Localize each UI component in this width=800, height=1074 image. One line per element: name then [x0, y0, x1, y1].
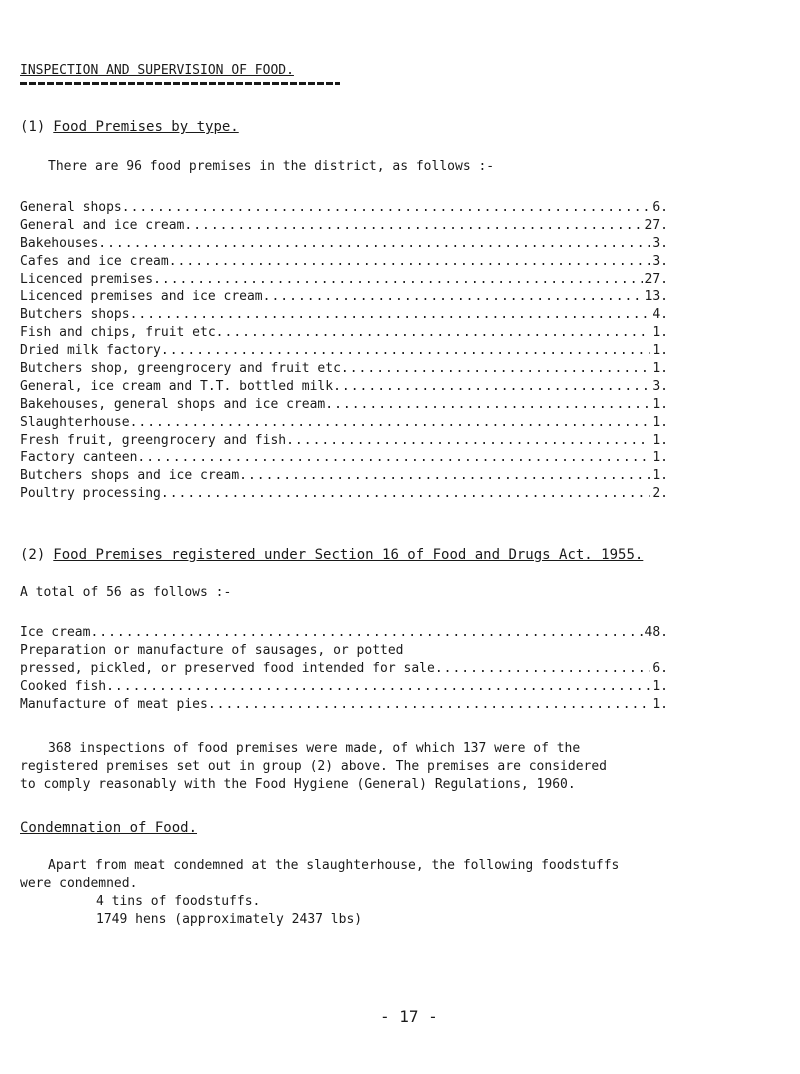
item-value: 27.	[644, 217, 668, 233]
list-item	[20, 624, 668, 642]
item-label: Factory canteen	[20, 450, 138, 466]
item-value: 1.	[652, 414, 668, 430]
list-item	[20, 360, 668, 378]
paragraph-line: 368 inspections of food premises were made, of which 137 were of the	[48, 741, 581, 756]
registered-premises-list	[20, 624, 668, 714]
item-label: Bakehouses, general shops and ice cream	[20, 396, 326, 412]
list-item-line: Preparation or manufacture of sausages, or potted	[20, 642, 404, 658]
item-value: 3.	[652, 235, 668, 251]
list-item	[20, 414, 668, 432]
condemnation-paragraph	[20, 857, 780, 929]
item-value: 1.	[652, 432, 668, 448]
section1-intro: There are 96 food premises in the district, as follows :-	[48, 159, 495, 174]
list-item	[20, 271, 668, 289]
list-item	[20, 696, 668, 714]
item-value: 1.	[652, 678, 668, 694]
page-number: - 17 -	[380, 1007, 438, 1026]
item-value: 1.	[652, 396, 668, 412]
item-label: pressed, pickled, or preserved food intended for sale	[20, 660, 435, 676]
list-item	[20, 378, 668, 396]
section2-intro: A total of 56 as follows :-	[20, 585, 232, 600]
item-label: Poultry processing	[20, 486, 161, 502]
list-item	[20, 288, 668, 306]
section1-number: (1)	[20, 119, 46, 135]
page-title: INSPECTION AND SUPERVISION OF FOOD.	[20, 63, 294, 78]
inspections-paragraph	[20, 740, 780, 794]
list-item	[20, 306, 668, 324]
item-value: 1.	[652, 450, 668, 466]
list-item	[20, 342, 668, 360]
item-value: 13.	[644, 289, 668, 305]
condemned-item: 1749 hens (approximately 2437 lbs)	[96, 912, 363, 927]
item-label: Bakehouses	[20, 235, 99, 251]
item-value: 48.	[644, 625, 668, 640]
item-label: Cooked fish	[20, 678, 107, 694]
list-item	[20, 678, 668, 696]
list-item	[20, 217, 668, 235]
paragraph-line: Apart from meat condemned at the slaughterhouse, the following foodstuffs	[48, 858, 620, 873]
list-item	[20, 396, 668, 414]
list-item	[20, 235, 668, 253]
section2-title: Food Premises registered under Section 16 of Food and Drugs Act. 1955.	[53, 547, 644, 563]
item-label: Fish and chips, fruit etc	[20, 325, 216, 341]
item-label: Fresh fruit, greengrocery and fish	[20, 432, 287, 448]
item-value: 6.	[652, 660, 668, 676]
list-item	[20, 432, 668, 450]
item-label: Cafes and ice cream	[20, 253, 169, 269]
item-value: 1.	[652, 468, 668, 484]
list-item	[20, 467, 668, 485]
condemnation-title: Condemnation of Food.	[20, 820, 198, 836]
item-label: Butchers shops	[20, 307, 130, 323]
item-label: Licenced premises	[20, 271, 154, 287]
premises-by-type-list	[20, 199, 668, 503]
item-value: 3.	[652, 253, 668, 269]
section1-heading	[20, 118, 239, 136]
list-item	[20, 449, 668, 467]
condemnation-heading	[20, 819, 197, 837]
item-label: General shops	[20, 200, 122, 215]
title-double-underline	[20, 82, 340, 85]
item-label: General and ice cream	[20, 217, 185, 233]
list-item	[20, 660, 668, 678]
item-value: 1.	[652, 343, 668, 359]
item-value: 1.	[652, 325, 668, 341]
item-label: Butchers shops and ice cream	[20, 468, 240, 484]
section1-title: Food Premises by type.	[53, 119, 239, 135]
item-value: 3.	[652, 378, 668, 394]
item-label: Ice cream	[20, 625, 91, 640]
paragraph-line: to comply reasonably with the Food Hygiene (General) Regulations, 1960.	[20, 777, 576, 792]
section2-heading	[20, 546, 643, 564]
item-value: 4.	[652, 307, 668, 323]
item-value: 2.	[652, 486, 668, 502]
item-label: Licenced premises and ice cream	[20, 289, 263, 305]
item-value: 1.	[652, 696, 668, 712]
list-item	[20, 324, 668, 342]
list-item	[20, 199, 668, 217]
list-item	[20, 485, 668, 503]
item-label: Dried milk factory	[20, 343, 161, 359]
section2-number: (2)	[20, 547, 46, 563]
item-label: General, ice cream and T.T. bottled milk	[20, 378, 334, 394]
paragraph-line: were condemned.	[20, 876, 138, 891]
item-value: 6.	[652, 200, 668, 215]
item-label: Manufacture of meat pies	[20, 696, 208, 712]
item-label: Butchers shop, greengrocery and fruit etc	[20, 361, 341, 377]
condemned-item: 4 tins of foodstuffs.	[96, 894, 261, 909]
paragraph-line: registered premises set out in group (2) above. The premises are considered	[20, 759, 607, 774]
item-label: Slaughterhouse	[20, 414, 130, 430]
list-item	[20, 253, 668, 271]
item-value: 27.	[644, 271, 668, 287]
item-value: 1.	[652, 361, 668, 377]
